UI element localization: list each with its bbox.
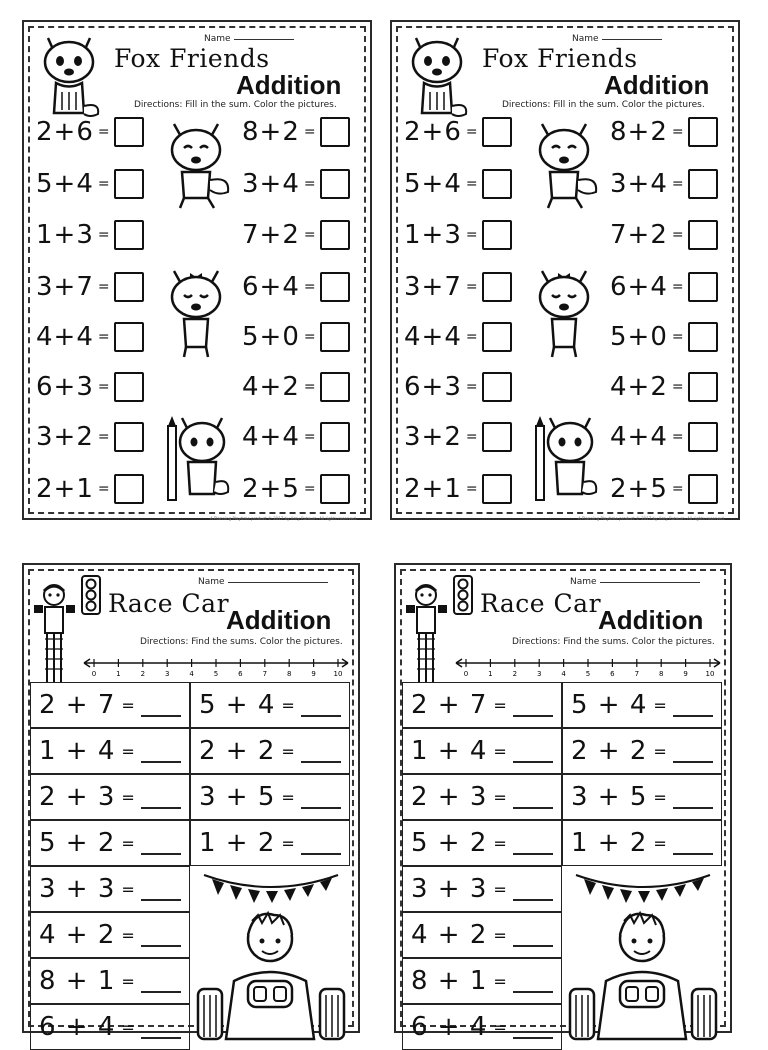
problem: 2+5 =	[610, 474, 718, 504]
answer-box[interactable]	[688, 372, 718, 402]
directions-text: Directions: Find the sums. Color the pictures.	[512, 637, 715, 647]
name-label: Name	[204, 34, 231, 44]
answer-box[interactable]	[688, 272, 718, 302]
problem-expression: 3+7	[404, 272, 462, 302]
problem-expression: 2+1	[36, 474, 94, 504]
title-script: Fox Friends	[482, 44, 638, 73]
answer-blank[interactable]	[141, 760, 181, 763]
problem-cell: 2 + 3 =	[30, 774, 190, 820]
problem-expression: 3+2	[36, 422, 94, 452]
title-bold: Addition	[604, 70, 710, 100]
race-car-driver-icon	[194, 869, 348, 1039]
problem-expression: 5 + 2	[39, 828, 116, 858]
problem: 6+3 =	[404, 372, 512, 402]
answer-box[interactable]	[114, 372, 144, 402]
answer-blank[interactable]	[141, 806, 181, 809]
problem: 4+4 =	[242, 422, 350, 452]
number-line-label: 2	[512, 670, 518, 678]
number-line-label: 10	[705, 670, 715, 678]
problem: 3+2 =	[36, 422, 144, 452]
directions-text: Directions: Fill in the sum. Color the pictures.	[134, 100, 337, 110]
number-line-label: 4	[561, 670, 566, 678]
problem-expression: 6+3	[404, 372, 462, 402]
answer-box[interactable]	[320, 272, 350, 302]
problem-expression: 2+6	[36, 117, 94, 147]
girl-with-flags-icon	[32, 579, 77, 687]
problem-expression: 2+5	[242, 474, 300, 504]
number-line-label: 8	[658, 670, 664, 678]
problem-cell: 5 + 4 =	[562, 682, 722, 728]
answer-box[interactable]	[114, 220, 144, 250]
problem: 7+2 =	[610, 220, 718, 250]
problem: 3+4 =	[242, 169, 350, 199]
answer-box[interactable]	[320, 322, 350, 352]
title-script: Fox Friends	[114, 44, 270, 73]
answer-box[interactable]	[482, 372, 512, 402]
answer-blank[interactable]	[141, 944, 181, 947]
answer-blank[interactable]	[513, 714, 553, 717]
problem-cell: 3 + 5 =	[190, 774, 350, 820]
traffic-light-icon	[452, 575, 474, 615]
answer-box[interactable]	[114, 169, 144, 199]
answer-box[interactable]	[482, 422, 512, 452]
problem: 8+2 =	[610, 117, 718, 147]
problem-expression: 3 + 3	[411, 874, 488, 904]
answer-blank[interactable]	[141, 1036, 181, 1039]
directions-text: Directions: Fill in the sum. Color the pictures.	[502, 100, 705, 110]
problem: 3+2 =	[404, 422, 512, 452]
traffic-light-icon	[80, 575, 102, 615]
race-car-driver-icon	[566, 869, 720, 1039]
answer-box[interactable]	[688, 422, 718, 452]
problem-expression: 8 + 1	[39, 966, 116, 996]
answer-box[interactable]	[688, 169, 718, 199]
problem-cell: 5 + 4 =	[190, 682, 350, 728]
problem-expression: 2+5	[610, 474, 668, 504]
problem-cell: 4 + 2 =	[30, 912, 190, 958]
number-line-label: 1	[116, 670, 121, 678]
problem: 4+4 =	[404, 322, 512, 352]
fox-worksheet-right	[390, 20, 740, 520]
fox-mascot-icon	[402, 28, 472, 123]
problem-expression: 5+4	[36, 169, 94, 199]
number-line-label: 7	[262, 670, 268, 678]
problem: 2+6 =	[404, 117, 512, 147]
title-bold: Addition	[236, 70, 342, 100]
problem-expression: 5 + 4	[571, 690, 648, 720]
number-line-label: 3	[164, 670, 170, 678]
problem-expression: 5+0	[610, 322, 668, 352]
answer-blank[interactable]	[513, 1036, 553, 1039]
problem: 4+4 =	[610, 422, 718, 452]
problem-expression: 6+4	[610, 272, 668, 302]
problem-cell: 6 + 4 =	[402, 1004, 562, 1050]
problem-expression: 3 + 3	[39, 874, 116, 904]
answer-box[interactable]	[482, 220, 512, 250]
answer-box[interactable]	[320, 474, 350, 504]
problem-expression: 7+2	[610, 220, 668, 250]
race-worksheet-right	[394, 563, 732, 1042]
answer-blank[interactable]	[513, 806, 553, 809]
number-line-label: 3	[536, 670, 542, 678]
problem-cell: 3 + 3 =	[30, 866, 190, 912]
answer-blank[interactable]	[673, 806, 713, 809]
problem-expression: 4+4	[36, 322, 94, 352]
problem-expression: 3+4	[242, 169, 300, 199]
number-line-label: 9	[683, 670, 688, 678]
problem: 2+6 =	[36, 117, 144, 147]
girl-with-flags-icon	[404, 579, 449, 687]
answer-blank[interactable]	[301, 852, 341, 855]
problem-cell: 2 + 7 =	[402, 682, 562, 728]
number-line-label: 8	[286, 670, 292, 678]
problem-expression: 1 + 4	[411, 736, 488, 766]
problem-cell: 3 + 5 =	[562, 774, 722, 820]
problem-expression: 2 + 2	[571, 736, 648, 766]
problem-cell: 8 + 1 =	[30, 958, 190, 1004]
problem: 1+3 =	[36, 220, 144, 250]
answer-box[interactable]	[114, 474, 144, 504]
name-label: Name	[570, 577, 597, 587]
problem-cell: 1 + 4 =	[402, 728, 562, 774]
name-label: Name	[198, 577, 225, 587]
problem-expression: 3 + 5	[571, 782, 648, 812]
problem-expression: 5+0	[242, 322, 300, 352]
answer-blank[interactable]	[301, 760, 341, 763]
race-worksheet-left	[22, 563, 360, 1042]
problem: 7+2 =	[242, 220, 350, 250]
answer-blank[interactable]	[301, 714, 341, 717]
answer-box[interactable]	[114, 117, 144, 147]
number-line-label: 5	[213, 670, 219, 678]
problem-expression: 6+3	[36, 372, 94, 402]
problem: 2+1 =	[36, 474, 144, 504]
answer-box[interactable]	[688, 220, 718, 250]
problem-expression: 3+7	[36, 272, 94, 302]
fox-with-bow-icon	[530, 265, 600, 360]
answer-blank[interactable]	[513, 944, 553, 947]
problem-cell: 8 + 1 =	[402, 958, 562, 1004]
problem-expression: 3 + 5	[199, 782, 276, 812]
fox-waving-icon	[162, 118, 232, 213]
answer-box[interactable]	[482, 322, 512, 352]
fox-with-pencil-icon	[162, 412, 232, 507]
answer-blank[interactable]	[513, 990, 553, 993]
answer-blank[interactable]	[141, 714, 181, 717]
number-line-label: 4	[189, 670, 194, 678]
problem-expression: 1+3	[36, 220, 94, 250]
problem: 3+7 =	[404, 272, 512, 302]
problem-expression: 6 + 4	[39, 1012, 116, 1042]
problem: 6+4 =	[610, 272, 718, 302]
fox-with-bow-icon	[162, 265, 232, 360]
answer-blank[interactable]	[673, 852, 713, 855]
problem-expression: 4 + 2	[411, 920, 488, 950]
problem-expression: 6 + 4	[411, 1012, 488, 1042]
problem-cell: 2 + 2 =	[190, 728, 350, 774]
number-line-label: 0	[463, 670, 469, 678]
problem: 4+2 =	[610, 372, 718, 402]
number-line	[82, 659, 350, 681]
problem: 4+4 =	[36, 322, 144, 352]
problem: 8+2 =	[242, 117, 350, 147]
problem: 5+0 =	[610, 322, 718, 352]
answer-blank[interactable]	[141, 852, 181, 855]
problem-cell: 2 + 3 =	[402, 774, 562, 820]
problem-expression: 4+2	[242, 372, 300, 402]
number-line-label: 2	[140, 670, 146, 678]
answer-box[interactable]	[320, 169, 350, 199]
problem-expression: 5 + 4	[199, 690, 276, 720]
answer-blank[interactable]	[513, 852, 553, 855]
problem-cell: 1 + 2 =	[190, 820, 350, 866]
number-line-label: 7	[634, 670, 640, 678]
problem: 5+4 =	[36, 169, 144, 199]
answer-blank[interactable]	[673, 714, 713, 717]
problem-cell: 3 + 3 =	[402, 866, 562, 912]
answer-box[interactable]	[688, 322, 718, 352]
answer-box[interactable]	[482, 169, 512, 199]
number-line-label: 6	[238, 670, 243, 678]
problem-expression: 2 + 3	[411, 782, 488, 812]
problem-expression: 5 + 2	[411, 828, 488, 858]
answer-box[interactable]	[688, 117, 718, 147]
fox-waving-icon	[530, 118, 600, 213]
problem-expression: 1 + 2	[199, 828, 276, 858]
problem-expression: 4+4	[404, 322, 462, 352]
problem-expression: 2+6	[404, 117, 462, 147]
number-line	[454, 659, 722, 681]
problem-expression: 4+4	[242, 422, 300, 452]
problem: 3+7 =	[36, 272, 144, 302]
problem-expression: 2 + 3	[39, 782, 116, 812]
problem: 6+4 =	[242, 272, 350, 302]
problem-expression: 3+2	[404, 422, 462, 452]
problem-expression: 7+2	[242, 220, 300, 250]
answer-blank[interactable]	[673, 760, 713, 763]
problem-expression: 8+2	[610, 117, 668, 147]
title-bold: Addition	[226, 605, 332, 635]
problem-expression: 1+3	[404, 220, 462, 250]
number-line-label: 10	[333, 670, 343, 678]
problem-cell: 6 + 4 =	[30, 1004, 190, 1050]
fox-worksheet-left	[22, 20, 372, 520]
answer-box[interactable]	[482, 474, 512, 504]
problem-expression: 2 + 7	[411, 690, 488, 720]
answer-box[interactable]	[320, 372, 350, 402]
name-label: Name	[572, 34, 599, 44]
problem-expression: 3+4	[610, 169, 668, 199]
problem-expression: 1 + 4	[39, 736, 116, 766]
credit-text: A Planning Playtime product © 2017 by Amy Ruteum. All rights reserved.	[578, 516, 725, 521]
answer-blank[interactable]	[301, 806, 341, 809]
problem-expression: 4 + 2	[39, 920, 116, 950]
answer-blank[interactable]	[141, 990, 181, 993]
problem-cell: 2 + 7 =	[30, 682, 190, 728]
problem-cell: 5 + 2 =	[30, 820, 190, 866]
answer-box[interactable]	[482, 272, 512, 302]
problem: 2+1 =	[404, 474, 512, 504]
answer-blank[interactable]	[513, 898, 553, 901]
problem: 1+3 =	[404, 220, 512, 250]
problem-expression: 2+1	[404, 474, 462, 504]
title-script: Race Car	[108, 589, 230, 618]
fox-with-pencil-icon	[530, 412, 600, 507]
title-bold: Addition	[598, 605, 704, 635]
answer-box[interactable]	[688, 474, 718, 504]
problem-expression: 4+4	[610, 422, 668, 452]
problem-expression: 1 + 2	[571, 828, 648, 858]
number-line-label: 1	[488, 670, 493, 678]
problem-cell: 1 + 4 =	[30, 728, 190, 774]
answer-box[interactable]	[114, 322, 144, 352]
title-script: Race Car	[480, 589, 602, 618]
problem: 4+2 =	[242, 372, 350, 402]
credit-text: A Planning Playtime product © 2017 by Amy Ruteum. All rights reserved.	[210, 516, 357, 521]
problem: 2+5 =	[242, 474, 350, 504]
number-line-label: 5	[585, 670, 591, 678]
problem-cell: 2 + 2 =	[562, 728, 722, 774]
problem-expression: 8+2	[242, 117, 300, 147]
problem: 6+3 =	[36, 372, 144, 402]
directions-text: Directions: Find the sums. Color the pictures.	[140, 637, 343, 647]
problem-cell: 5 + 2 =	[402, 820, 562, 866]
problem: 5+0 =	[242, 322, 350, 352]
problem: 3+4 =	[610, 169, 718, 199]
problem-cell: 4 + 2 =	[402, 912, 562, 958]
answer-blank[interactable]	[513, 760, 553, 763]
answer-box[interactable]	[482, 117, 512, 147]
answer-box[interactable]	[320, 220, 350, 250]
problem-expression: 4+2	[610, 372, 668, 402]
answer-box[interactable]	[320, 117, 350, 147]
answer-box[interactable]	[114, 272, 144, 302]
number-line-label: 6	[610, 670, 615, 678]
problem-cell: 1 + 2 =	[562, 820, 722, 866]
fox-mascot-icon	[34, 28, 104, 123]
problem: 5+4 =	[404, 169, 512, 199]
answer-box[interactable]	[320, 422, 350, 452]
answer-box[interactable]	[114, 422, 144, 452]
problem-expression: 2 + 2	[199, 736, 276, 766]
problem-expression: 8 + 1	[411, 966, 488, 996]
number-line-label: 9	[311, 670, 316, 678]
number-line-label: 0	[91, 670, 97, 678]
answer-blank[interactable]	[141, 898, 181, 901]
problem-expression: 6+4	[242, 272, 300, 302]
problem-expression: 2 + 7	[39, 690, 116, 720]
problem-expression: 5+4	[404, 169, 462, 199]
